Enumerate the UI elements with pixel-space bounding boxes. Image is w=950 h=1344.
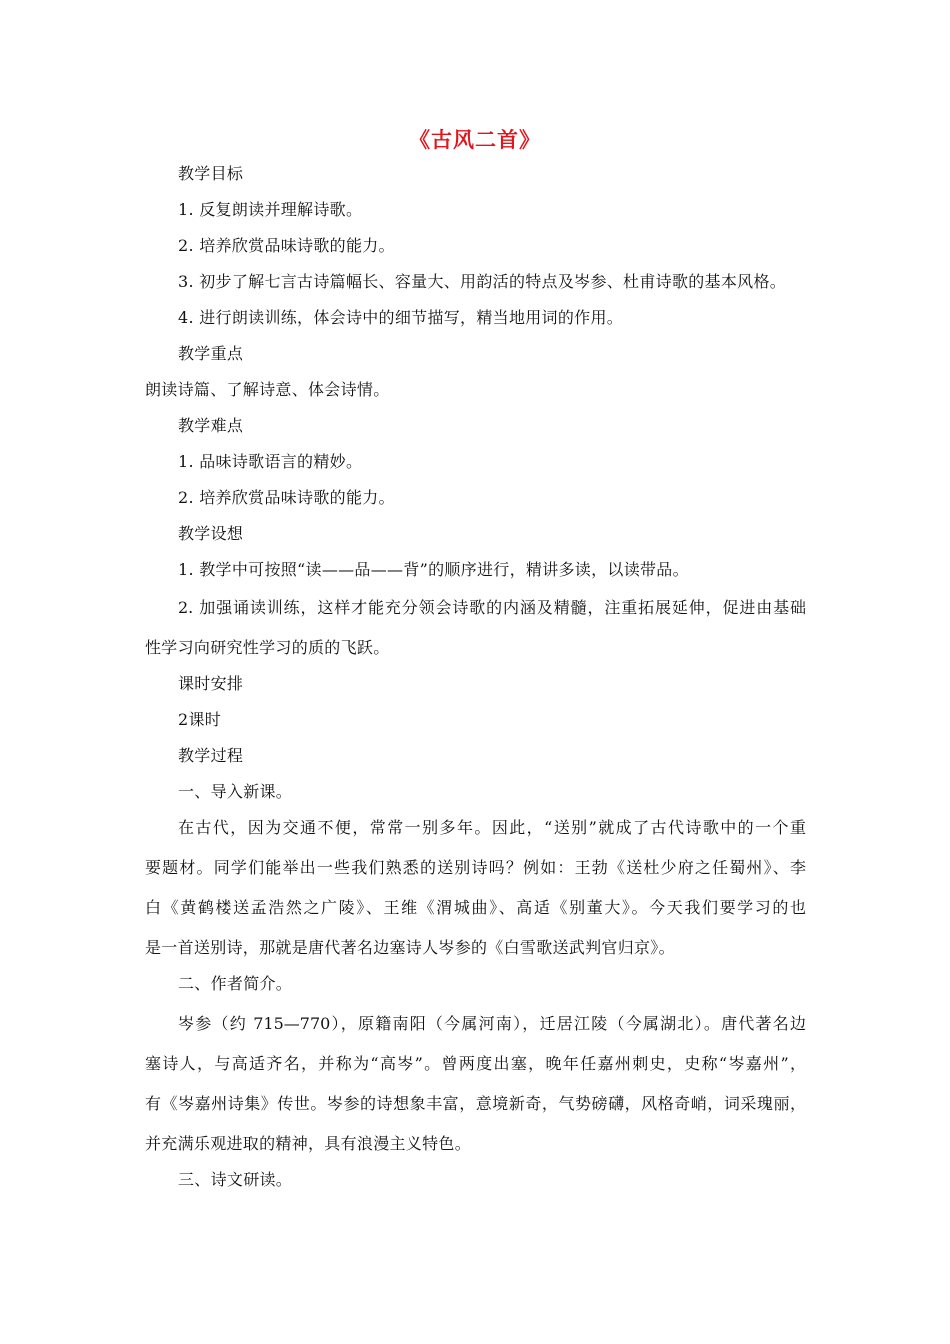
class-hours-value: 2课时 [178, 710, 222, 729]
section-2-para-line-4: 并充满乐观进取的精神，具有浪漫主义特色。 [145, 1134, 472, 1153]
section-1-para-line-4: 是一首送别诗，那就是唐代著名边塞诗人岑参的《白雪歌送武判官归京》。 [145, 938, 675, 957]
difficulty-item-2: 2. 培养欣赏品味诗歌的能力。 [178, 488, 395, 507]
section-2-para-line-3: 有《岑嘉州诗集》传世。岑参的诗想象丰富，意境新奇，气势磅礴，风格奇峭，词采瑰丽， [145, 1094, 806, 1113]
heading-teaching-focus: 教学重点 [178, 344, 244, 363]
section-1-para-line-3: 白《黄鹤楼送孟浩然之广陵》、王维《渭城曲》、高适《别董大》。今天我们要学习的也 [145, 898, 806, 917]
heading-teaching-plan: 教学设想 [178, 524, 244, 543]
focus-text: 朗读诗篇、了解诗意、体会诗情。 [145, 380, 390, 399]
section-2-heading: 二、作者简介。 [178, 974, 293, 993]
plan-item-2-line-1: 2. 加强诵读训练，这样才能充分领会诗歌的内涵及精髓，注重拓展延伸，促进由基础 [178, 598, 806, 617]
section-2-para-line-1: 岑参（约 715—770），原籍南阳（今属河南），迁居江陵（今属湖北）。唐代著名边 [178, 1014, 806, 1033]
heading-teaching-goals: 教学目标 [178, 164, 244, 183]
section-1-para-line-1: 在古代，因为交通不便，常常一别多年。因此，“送别”就成了古代诗歌中的一个重 [178, 818, 806, 837]
section-1-para-line-2: 要题材。同学们能举出一些我们熟悉的送别诗吗？例如：王勃《送杜少府之任蜀州》、李 [145, 858, 806, 877]
heading-teaching-difficulty: 教学难点 [178, 416, 244, 435]
goal-item-4: 4. 进行朗读训练，体会诗中的细节描写，精当地用词的作用。 [178, 308, 624, 327]
goal-item-2: 2. 培养欣赏品味诗歌的能力。 [178, 236, 395, 255]
goal-item-3: 3. 初步了解七言古诗篇幅长、容量大、用韵活的特点及岑参、杜甫诗歌的基本风格。 [178, 272, 787, 291]
section-2-para-line-2: 塞诗人，与高适齐名，并称为“高岑”。曾两度出塞，晚年任嘉州刺史，史称“岑嘉州”， [145, 1054, 806, 1073]
heading-class-hours: 课时安排 [178, 674, 244, 693]
goal-item-1: 1. 反复朗读并理解诗歌。 [178, 200, 363, 219]
plan-item-2-line-2: 性学习向研究性学习的质的飞跃。 [145, 638, 390, 657]
plan-item-1: 1. 教学中可按照“读——品——背”的顺序进行，精讲多读，以读带品。 [178, 560, 689, 579]
section-3-heading: 三、诗文研读。 [178, 1170, 293, 1189]
document-title: 《古风二首》 [409, 127, 541, 152]
heading-teaching-process: 教学过程 [178, 746, 244, 765]
difficulty-item-1: 1. 品味诗歌语言的精妙。 [178, 452, 363, 471]
section-1-heading: 一、导入新课。 [178, 782, 293, 801]
